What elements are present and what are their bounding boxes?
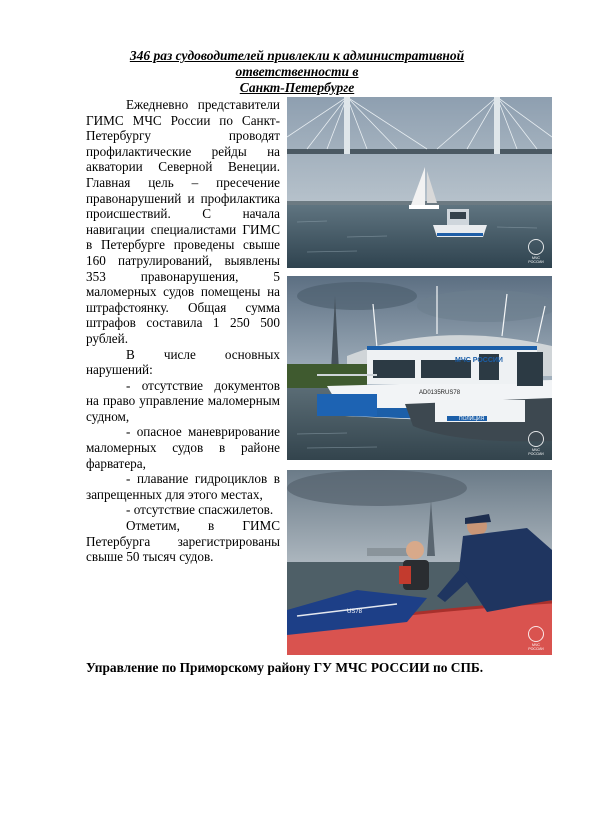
- paragraph-violations-lead: В числе основных нарушений:: [86, 346, 280, 378]
- paragraph-intro: Ежедневно представители ГИМС МЧС России по Санкт-Петербургу проводят профилактические рейды на акватории Северной Венеции. Главная цель – пресечение правонарушений и профилактика происшествий. С начала навигации специалистами ГИМС в Петербурге проведены свыше 160 патрулирований, выявлены 353 правонарушения, 5 маломерных судов помещены на штрафстоянку. Общая сумма штрафов составила 1 250 500 рублей.: [86, 97, 280, 346]
- article-body: [86, 97, 280, 565]
- photo-bridge-patrol: [287, 97, 552, 268]
- boat-registration-text: AD0135RUS78: [419, 390, 461, 396]
- mchs-emblem-icon: [528, 239, 544, 255]
- title-line-1: 346 раз судоводителей привлекли к административной ответственности в: [129, 48, 465, 79]
- photo-mchs-boat: [287, 276, 552, 460]
- watermark-text: МЧС РОССИИ: [528, 256, 544, 264]
- mchs-logo: [526, 626, 546, 651]
- mchs-emblem-icon: [528, 431, 544, 447]
- watermark-text: МЧС РОССИИ: [528, 643, 544, 651]
- watermark-text: МЧС РОССИИ: [528, 448, 544, 456]
- mchs-logo: [526, 431, 546, 456]
- article-title: [86, 48, 508, 96]
- paragraph-conclusion: Отметим, в ГИМС Петербурга зарегистрированы свыше 50 тысяч судов.: [86, 518, 280, 565]
- mchs-logo: [526, 239, 546, 264]
- police-label-text: ПОЛИЦИЯ: [459, 416, 485, 422]
- jetski-registration-text: US78: [347, 609, 363, 615]
- violation-item: - отсутствие спасжилетов.: [126, 502, 274, 518]
- photo-jetski-inspection: [287, 470, 552, 655]
- department-signature: Управление по Приморскому району ГУ МЧС РОССИИ по СПБ.: [86, 660, 484, 675]
- boat-name-text: МЧС РОССИИ: [455, 357, 503, 364]
- violation-item: - плавание гидроциклов в запрещенных для этого местах,: [86, 471, 280, 502]
- violation-item: - отсутствие документов на право управление маломерным судном,: [86, 377, 280, 424]
- violation-item: - опасное маневрирование маломерных судов в районе фарватера,: [86, 424, 280, 471]
- mchs-emblem-icon: [528, 626, 544, 642]
- title-line-2: Санкт-Петербурге: [239, 80, 355, 95]
